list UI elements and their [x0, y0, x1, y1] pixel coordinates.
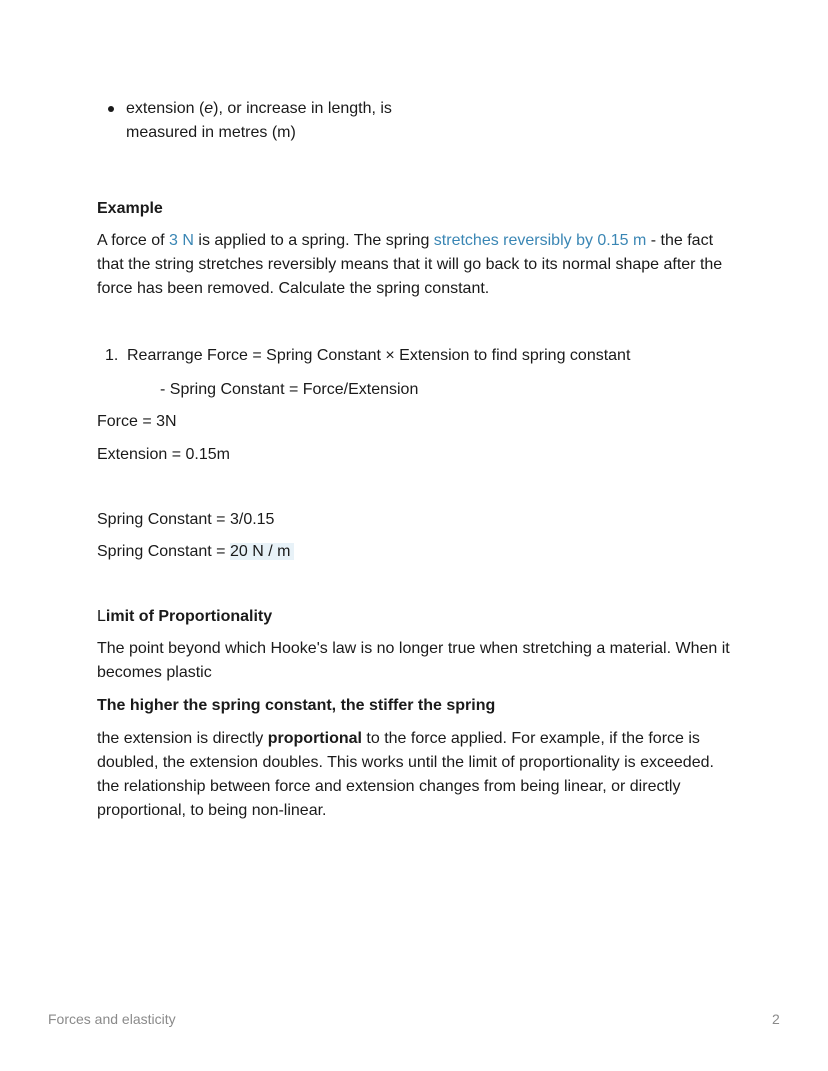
sub-formula: - Spring Constant = Force/Extension	[160, 381, 419, 398]
limit-heading	[97, 605, 737, 629]
limit-heading-rest: imit of Proportionality	[105, 608, 273, 625]
stiffer-text-2: to the force applied. For example, if the force is doubled, the extension doubles. This works until the limit of proportionality is exceeded. the relationship between force and extension changes from being linear, or directly proportional, to being non-linear.	[97, 730, 714, 819]
result-line	[97, 540, 294, 564]
force-line: Force = 3N	[97, 413, 177, 430]
extension-line: Extension = 0.15m	[97, 446, 230, 463]
bullet-dot	[108, 106, 114, 112]
stiffer-text-1: the extension is directly	[97, 730, 268, 747]
calculation-line: Spring Constant = 3/0.15	[97, 511, 275, 528]
bullet-text	[126, 97, 448, 145]
bullet-text-prefix: extension (	[126, 100, 205, 117]
step-1-text: Rearrange Force = Spring Constant × Extension to find spring constant	[127, 347, 631, 364]
example-highlight-force: 3 N	[169, 232, 194, 249]
example-heading: Example	[97, 200, 163, 217]
footer-page-number: 2	[772, 1011, 780, 1027]
example-highlight-stretch: stretches reversibly by 0.15 m	[433, 232, 647, 249]
stiffer-paragraph	[97, 727, 737, 823]
stiffer-bold: proportional	[267, 730, 362, 747]
result-prefix: Spring Constant =	[97, 543, 230, 560]
stiffer-heading: The higher the spring constant, the stiffer the spring	[97, 697, 496, 714]
bullet-item	[108, 97, 448, 145]
example-text-1: A force of	[97, 232, 170, 249]
bullet-text-italic: e	[204, 100, 214, 117]
result-value: 20 N / m	[230, 543, 294, 560]
footer-title: Forces and elasticity	[48, 1011, 176, 1027]
bullet-text-suffix: ), or increase in length, is	[213, 100, 392, 117]
example-text-3: - the fact that the string stretches reversibly means that it will go back to its normal shape after the force has been removed. Calculate the spring constant.	[97, 232, 723, 297]
step-1	[105, 344, 745, 368]
example-paragraph	[97, 229, 737, 301]
bullet-text-line2: measured in metres (m)	[126, 124, 296, 141]
limit-heading-first: L	[97, 608, 106, 625]
limit-paragraph: The point beyond which Hooke's law is no longer true when stretching a material. When it becomes plastic	[97, 640, 730, 681]
step-1-number: 1.	[105, 347, 119, 364]
example-text-2: is applied to a spring. The spring	[193, 232, 434, 249]
